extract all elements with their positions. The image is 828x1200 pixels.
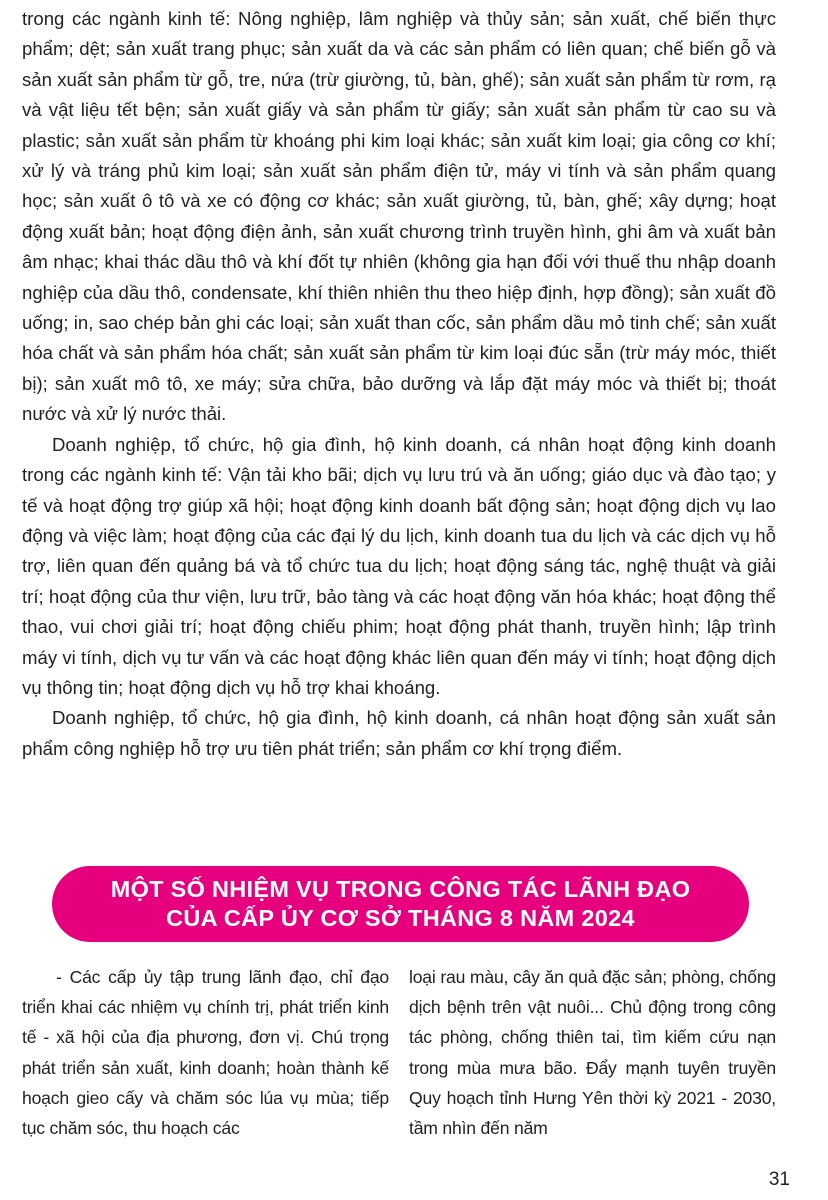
paragraph-2: Doanh nghiệp, tổ chức, hộ gia đình, hộ kinh doanh, cá nhân hoạt động kinh doanh trong các ngành kinh tế: Vận tải kho bãi; dịch vụ lưu trú và ăn uống; giáo dục và đào tạo; y tế và hoạt động trợ giúp xã hội; hoạt động kinh doanh bất động sản; hoạt động dịch vụ lao động và việc làm; hoạt động của các đại lý du lịch, kinh doanh tua du lịch và các dịch vụ hỗ trợ, liên quan đến quảng bá và tổ chức tua du lịch; hoạt động sáng tác, nghệ thuật và giải trí; hoạt động của thư viện, lưu trữ, bảo tàng và các hoạt động văn hóa khác; hoạt động thể thao, vui chơi giải trí; hoạt động chiếu phim; hoạt động phát thanh, truyền hình; lập trình máy vi tính, dịch vụ tư vấn và các hoạt động khác liên quan đến máy vi tính; hoạt động dịch vụ thông tin; hoạt động dịch vụ hỗ trợ khai khoáng. bbox=[22, 433, 776, 698]
left-column-text: - Các cấp ủy tập trung lãnh đạo, chỉ đạo triển khai các nhiệm vụ chính trị, phát triển kinh tế - xã hội của địa phương, đơn vị. Chú trọng phát triển sản xuất, kinh doanh; hoàn thành kế hoạch gieo cấy và chăm sóc lúa vụ mùa; tiếp tục chăm sóc, thu hoạch các bbox=[22, 967, 389, 1139]
paragraph-3: Doanh nghiệp, tổ chức, hộ gia đình, hộ kinh doanh, cá nhân hoạt động sản xuất sản phẩm công nghiệp hỗ trợ ưu tiên phát triển; sản phẩm cơ khí trọng điểm. bbox=[22, 707, 776, 759]
left-column bbox=[22, 962, 389, 1143]
right-column-text: loại rau màu, cây ăn quả đặc sản; phòng, chống dịch bệnh trên vật nuôi... Chủ động trong công tác phòng, chống thiên tai, tìm kiếm cứu nạn trong mùa mưa bão. Đẩy mạnh tuyên truyền Quy hoạch tỉnh Hưng Yên thời kỳ 2021 - 2030, tầm nhìn đến năm bbox=[409, 967, 776, 1139]
section-heading-line-2: CỦA CẤP ỦY CƠ SỞ THÁNG 8 NĂM 2024 bbox=[166, 905, 635, 931]
two-column-text bbox=[22, 962, 776, 1143]
section-heading-banner bbox=[52, 866, 749, 942]
section-heading-line-1: MỘT SỐ NHIỆM VỤ TRONG CÔNG TÁC LÃNH ĐẠO bbox=[110, 876, 691, 902]
right-column bbox=[409, 962, 776, 1143]
page-number: 31 bbox=[768, 1169, 790, 1190]
paragraph-1: trong các ngành kinh tế: Nông nghiệp, lâm nghiệp và thủy sản; sản xuất, chế biến thực phẩm; dệt; sản xuất trang phục; sản xuất da và các sản phẩm có liên quan; chế biến gỗ và sản xuất sản phẩm từ gỗ, tre, nứa (trừ giường, tủ, bàn, ghế); sản xuất sản phẩm từ rơm, rạ và vật liệu tết bện; sản xuất giấy và sản phẩm từ giấy; sản xuất sản phẩm từ cao su và plastic; sản xuất sản phẩm từ khoáng phi kim loại khác; sản xuất kim loại; gia công cơ khí; xử lý và tráng phủ kim loại; sản xuất sản phẩm điện tử, máy vi tính và sản phẩm quang học; sản xuất ô tô và xe có động cơ khác; sản xuất giường, tủ, bàn, ghế; xây dựng; hoạt động xuất bản; hoạt động điện ảnh, sản xuất chương trình truyền hình, ghi âm và xuất bản âm nhạc; khai thác dầu thô và khí đốt tự nhiên (không gia hạn đối với thuế thu nhập doanh nghiệp của dầu thô, condensate, khí thiên nhiên thu theo hiệp định, hợp đồng); sản xuất đồ uống; in, sao chép bản ghi các loại; sản xuất than cốc, sản phẩm dầu mỏ tinh chế; sản xuất hóa chất và sản phẩm hóa chất; sản xuất sản phẩm từ kim loại đúc sẵn (trừ máy móc, thiết bị); sản xuất mô tô, xe máy; sửa chữa, bảo dưỡng và lắp đặt máy móc và thiết bị; thoát nước và xử lý nước thải. bbox=[22, 8, 776, 425]
body-text bbox=[22, 4, 776, 764]
